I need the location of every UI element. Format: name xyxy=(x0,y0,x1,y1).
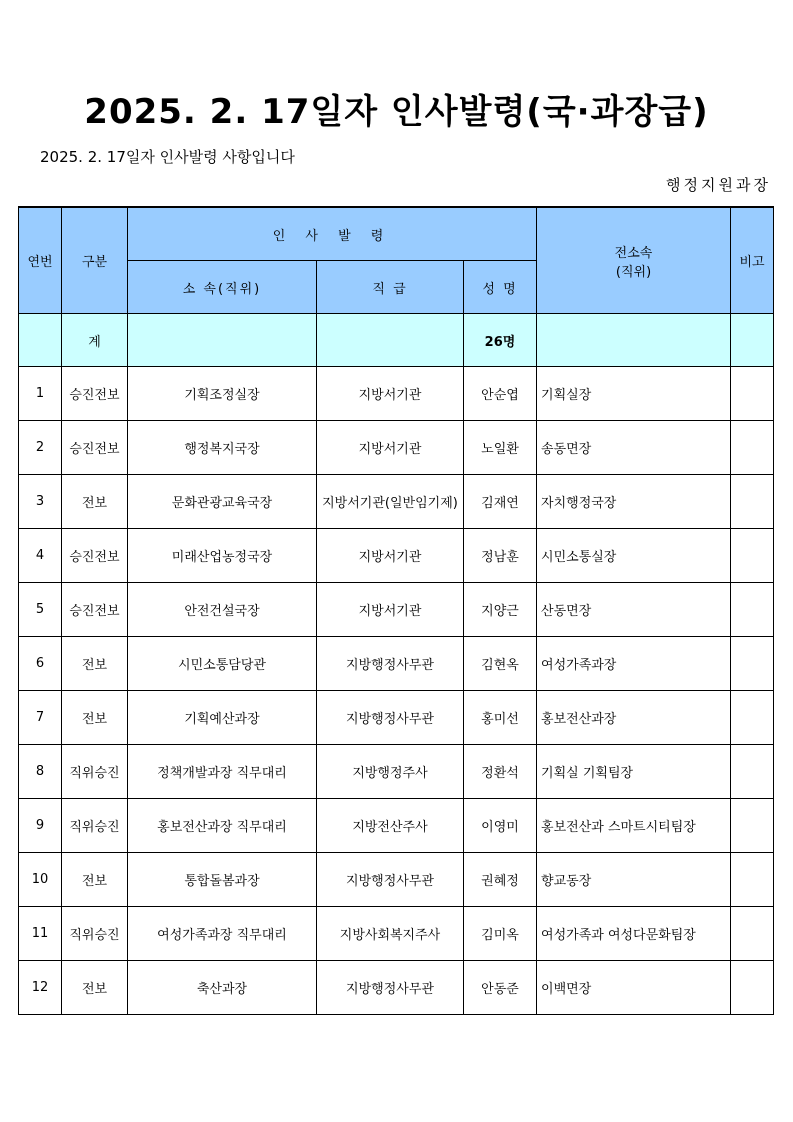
row-belong: 기획조정실장 xyxy=(128,367,317,421)
row-no: 7 xyxy=(19,691,62,745)
row-rank: 지방행정사무관 xyxy=(317,961,464,1015)
row-belong: 통합돌봄과장 xyxy=(128,853,317,907)
row-type: 승진전보 xyxy=(62,583,128,637)
row-no: 6 xyxy=(19,637,62,691)
row-previous: 기획실 기획팀장 xyxy=(537,745,731,799)
row-type: 전보 xyxy=(62,961,128,1015)
row-rank: 지방서기관(일반임기제) xyxy=(317,475,464,529)
table-row xyxy=(19,745,774,799)
personnel-table xyxy=(18,206,774,1015)
row-previous: 시민소통실장 xyxy=(537,529,731,583)
row-belong: 기획예산과장 xyxy=(128,691,317,745)
row-belong: 행정복지국장 xyxy=(128,421,317,475)
row-rank: 지방사회복지주사 xyxy=(317,907,464,961)
row-rank: 지방전산주사 xyxy=(317,799,464,853)
row-type: 승진전보 xyxy=(62,421,128,475)
summary-count: 26명 xyxy=(464,314,537,367)
row-previous: 송동면장 xyxy=(537,421,731,475)
row-name: 안동준 xyxy=(464,961,537,1015)
row-previous: 산동면장 xyxy=(537,583,731,637)
document-subtitle: 2025. 2. 17일자 인사발령 사항입니다 xyxy=(40,148,295,166)
row-name: 안순엽 xyxy=(464,367,537,421)
summary-previous xyxy=(537,314,731,367)
row-rank: 지방서기관 xyxy=(317,583,464,637)
row-belong: 미래산업농정국장 xyxy=(128,529,317,583)
header-type: 구분 xyxy=(62,207,128,314)
row-name: 이영미 xyxy=(464,799,537,853)
header-rank: 직 급 xyxy=(317,261,464,314)
row-type: 승진전보 xyxy=(62,367,128,421)
row-type: 직위승진 xyxy=(62,745,128,799)
summary-row xyxy=(19,314,774,367)
row-note xyxy=(731,583,774,637)
table-row xyxy=(19,583,774,637)
row-belong: 시민소통담당관 xyxy=(128,637,317,691)
row-name: 김현옥 xyxy=(464,637,537,691)
table-row xyxy=(19,637,774,691)
summary-label: 계 xyxy=(62,314,128,367)
row-no: 1 xyxy=(19,367,62,421)
header-previous: 전소속 (직위) xyxy=(537,207,731,314)
row-note xyxy=(731,961,774,1015)
row-name: 권혜정 xyxy=(464,853,537,907)
row-belong: 여성가족과장 직무대리 xyxy=(128,907,317,961)
row-rank: 지방행정주사 xyxy=(317,745,464,799)
row-belong: 축산과장 xyxy=(128,961,317,1015)
row-note xyxy=(731,691,774,745)
row-type: 전보 xyxy=(62,853,128,907)
row-no: 4 xyxy=(19,529,62,583)
row-type: 승진전보 xyxy=(62,529,128,583)
row-belong: 안전건설국장 xyxy=(128,583,317,637)
row-name: 홍미선 xyxy=(464,691,537,745)
row-name: 김미옥 xyxy=(464,907,537,961)
row-no: 3 xyxy=(19,475,62,529)
summary-rank xyxy=(317,314,464,367)
row-previous: 홍보전산과장 xyxy=(537,691,731,745)
row-type: 직위승진 xyxy=(62,799,128,853)
row-previous: 향교동장 xyxy=(537,853,731,907)
row-note xyxy=(731,529,774,583)
row-previous: 자치행정국장 xyxy=(537,475,731,529)
summary-no xyxy=(19,314,62,367)
row-note xyxy=(731,907,774,961)
row-no: 12 xyxy=(19,961,62,1015)
row-note xyxy=(731,475,774,529)
summary-belong xyxy=(128,314,317,367)
row-no: 2 xyxy=(19,421,62,475)
row-previous: 홍보전산과 스마트시티팀장 xyxy=(537,799,731,853)
row-type: 전보 xyxy=(62,475,128,529)
summary-note xyxy=(731,314,774,367)
table-row xyxy=(19,961,774,1015)
row-note xyxy=(731,745,774,799)
header-note: 비고 xyxy=(731,207,774,314)
row-note xyxy=(731,799,774,853)
table-row xyxy=(19,367,774,421)
row-note xyxy=(731,637,774,691)
row-rank: 지방서기관 xyxy=(317,367,464,421)
row-belong: 문화관광교육국장 xyxy=(128,475,317,529)
header-name: 성 명 xyxy=(464,261,537,314)
table-row xyxy=(19,421,774,475)
row-type: 전보 xyxy=(62,691,128,745)
row-type: 직위승진 xyxy=(62,907,128,961)
row-no: 11 xyxy=(19,907,62,961)
row-rank: 지방행정사무관 xyxy=(317,691,464,745)
header-row-top xyxy=(19,207,774,261)
row-no: 8 xyxy=(19,745,62,799)
row-name: 노일환 xyxy=(464,421,537,475)
row-name: 지양근 xyxy=(464,583,537,637)
row-name: 정남훈 xyxy=(464,529,537,583)
table-row xyxy=(19,691,774,745)
row-rank: 지방행정사무관 xyxy=(317,853,464,907)
row-previous: 여성가족과 여성다문화팀장 xyxy=(537,907,731,961)
row-belong: 홍보전산과장 직무대리 xyxy=(128,799,317,853)
row-previous: 여성가족과장 xyxy=(537,637,731,691)
row-rank: 지방서기관 xyxy=(317,529,464,583)
row-rank: 지방서기관 xyxy=(317,421,464,475)
row-note xyxy=(731,853,774,907)
document-title: 2025. 2. 17일자 인사발령(국·과장급) xyxy=(84,92,709,132)
header-belong: 소 속(직위) xyxy=(128,261,317,314)
row-name: 정환석 xyxy=(464,745,537,799)
row-name: 김재연 xyxy=(464,475,537,529)
table-row xyxy=(19,475,774,529)
row-note xyxy=(731,421,774,475)
row-belong: 정책개발과장 직무대리 xyxy=(128,745,317,799)
row-previous: 기획실장 xyxy=(537,367,731,421)
row-no: 9 xyxy=(19,799,62,853)
table-row xyxy=(19,907,774,961)
row-type: 전보 xyxy=(62,637,128,691)
row-previous: 이백면장 xyxy=(537,961,731,1015)
table-row xyxy=(19,529,774,583)
header-appointment: 인 사 발 령 xyxy=(128,207,537,261)
header-no: 연번 xyxy=(19,207,62,314)
row-no: 5 xyxy=(19,583,62,637)
row-no: 10 xyxy=(19,853,62,907)
table-row xyxy=(19,799,774,853)
department-signature: 행정지원과장 xyxy=(666,176,771,194)
row-rank: 지방행정사무관 xyxy=(317,637,464,691)
row-note xyxy=(731,367,774,421)
table-row xyxy=(19,853,774,907)
